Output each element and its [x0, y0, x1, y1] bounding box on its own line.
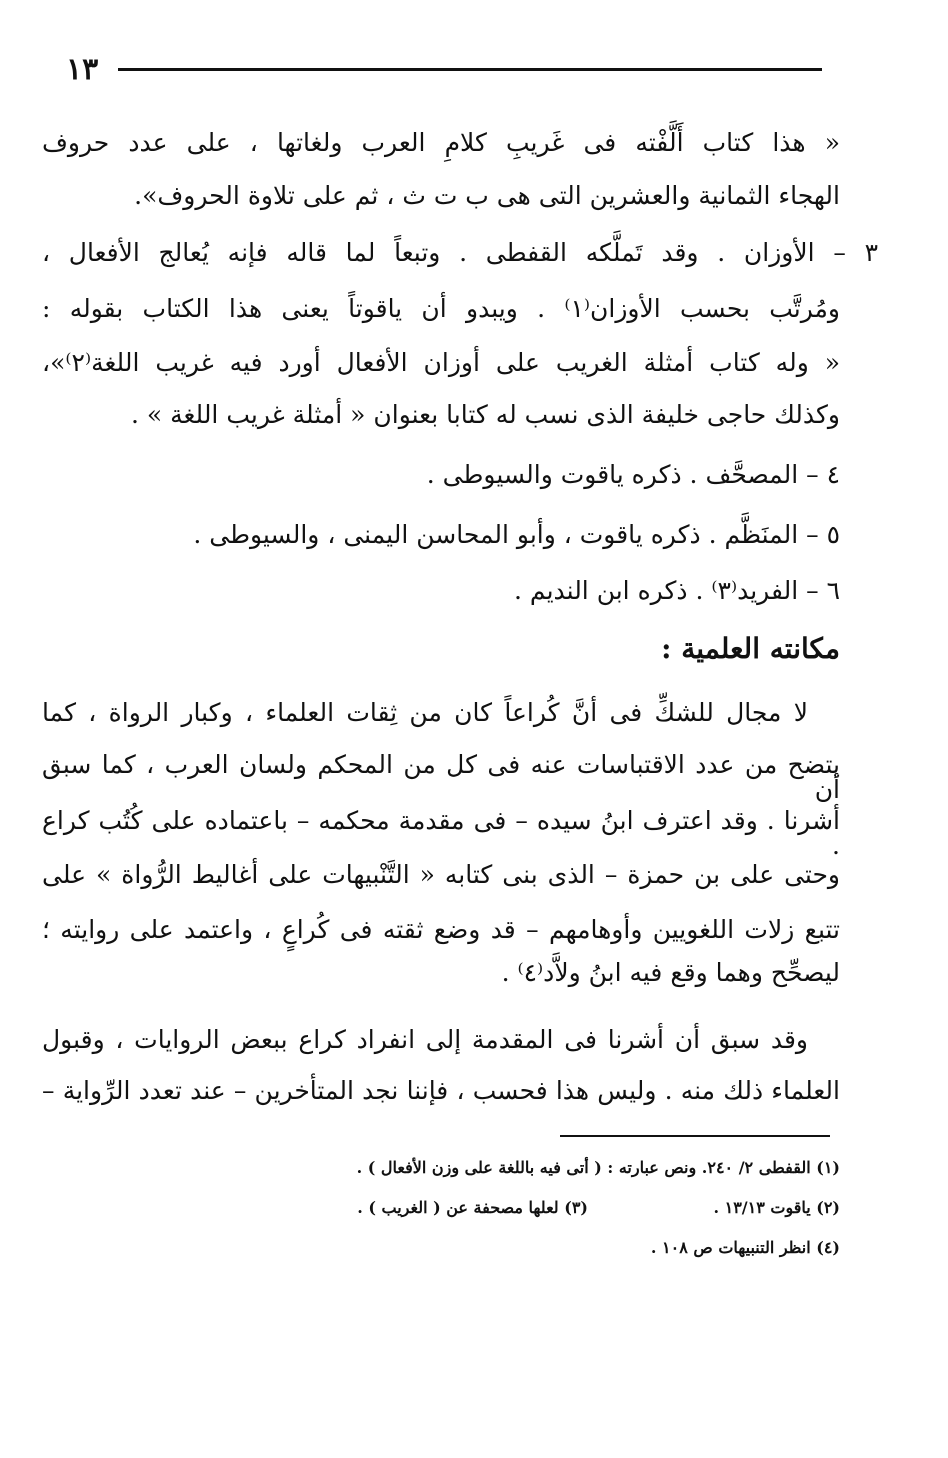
- body-line: لا مجال للشكِّ فى أنَّ كُراعاً كان من ثِقات العلماء ، وكبار الرواة ، كما: [42, 698, 808, 727]
- footnote: (٤) انظر التنبيهات ص ١٠٨ .: [650, 1238, 840, 1257]
- body-line: ليصحِّح وهما وقع فيه ابنُ ولاَّد⁽٤⁾ .: [501, 958, 840, 987]
- body-line: ٦ – الفريد⁽٣⁾ . ذكره ابن النديم .: [514, 576, 840, 605]
- footnote: (١) القفطى ٢/ ٢٤٠. ونص عبارته : ( أتى فيه باللغة على وزن الأفعال ) .: [356, 1158, 840, 1177]
- body-line: ومُرتَّب بحسب الأوزان⁽١⁾ . ويبدو أن ياقوتاً يعنى هذا الكتاب بقوله :: [42, 294, 840, 323]
- body-line: الهجاء الثمانية والعشرين التى هى ب ت ث ، ثم على تلاوة الحروف».: [134, 181, 840, 210]
- body-line: ٣ – الأوزان . وقد تَملَّكه القفطى . وتبعاً لما قاله فإنه يُعالج الأفعال ،: [42, 238, 878, 267]
- body-line: وحتى على بن حمزة – الذى بنى كتابه « التَّنْبيهات على أغاليط الرُّواة » على: [42, 860, 840, 889]
- body-line: يتضح من عدد الاقتباسات عنه فى كل من المحكم ولسان العرب ، كما سبق أن: [42, 750, 840, 804]
- body-line: أشرنا . وقد اعترف ابنُ سيده – فى مقدمة محكمه – باعتماده على كُتُب كراع .: [42, 806, 840, 860]
- footnote: (٣) لعلها مصحفة عن ( الغريب ) .: [357, 1198, 588, 1217]
- body-line: تتبع زلات اللغويين وأوهامهم – قد وضع ثقته فى كُراعٍ ، واعتمد على روايته ؛: [42, 915, 840, 944]
- footnote: (٢) ياقوت ١٣/١٣ .: [713, 1198, 840, 1217]
- body-line: ٤ – المصحَّف . ذكره ياقوت والسيوطى .: [426, 460, 840, 489]
- body-line: « وله كتاب أمثلة الغريب على أوزان الأفعال أورد فيه غريب اللغة⁽٢⁾»،: [42, 348, 840, 377]
- section-heading: مكانته العلمية :: [661, 632, 840, 665]
- footnote-rule: [560, 1135, 830, 1137]
- header-rule: [118, 68, 822, 71]
- page-number: ١٣: [66, 52, 99, 87]
- body-line: ٥ – المنَظَّم . ذكره ياقوت ، وأبو المحاسن اليمنى ، والسيوطى .: [193, 520, 840, 549]
- body-line: وكذلك حاجى خليفة الذى نسب له كتابا بعنوان « أمثلة غريب اللغة » .: [130, 400, 840, 429]
- body-line: وقد سبق أن أشرنا فى المقدمة إلى انفراد كراع ببعض الروايات ، وقبول: [42, 1025, 808, 1054]
- body-line: « هذا كتاب أَلَّفْته فى غَريبِ كلامِ العرب ولغاتها ، على عدد حروف: [42, 128, 840, 157]
- body-line: العلماء ذلك منه . وليس هذا فحسب ، فإننا نجد المتأخرين – عند تعدد الرِّواية –: [42, 1076, 840, 1105]
